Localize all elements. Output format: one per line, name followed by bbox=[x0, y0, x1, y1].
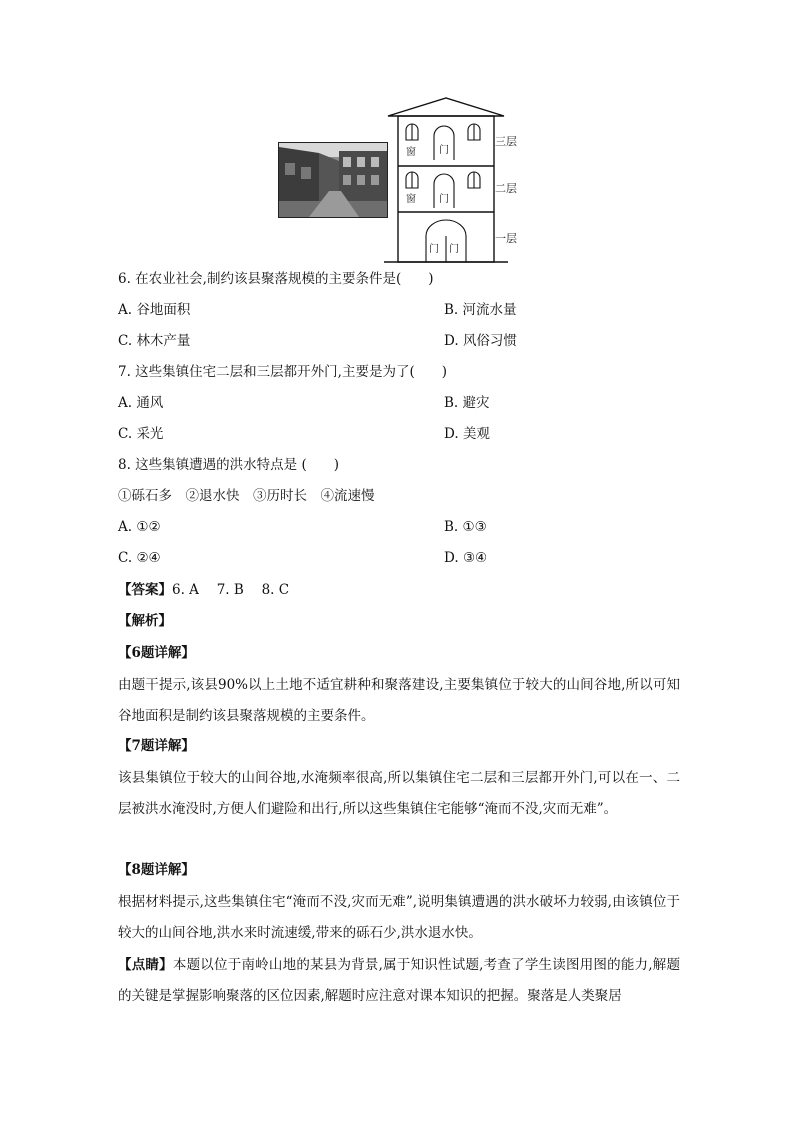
option-text: 林木产量 bbox=[136, 333, 191, 349]
q7-option-d[interactable] bbox=[444, 424, 490, 444]
window-label: 窗 bbox=[406, 147, 416, 158]
figure bbox=[0, 0, 794, 265]
detail-6-text: 由题干提示,该县90%以上土地不适宜耕种和聚落建设,主要集镇位于较大的山间谷地,所以可知谷地面积是制约该县聚落规模的主要条件。 bbox=[118, 677, 680, 724]
door-label: 门 bbox=[449, 244, 459, 255]
option-text: 谷地面积 bbox=[136, 302, 191, 318]
comment-text: 本题以位于南岭山地的某县为背景,属于知识性试题,考查了学生读图用图的能力,解题的关键是掌握影响聚落的区位因素,解题时应注意对课本知识的把握。聚落是人类聚居 bbox=[118, 957, 681, 1004]
door-label: 门 bbox=[439, 194, 449, 205]
answer-line bbox=[118, 580, 289, 600]
floor-label-3: 三层 bbox=[495, 135, 517, 148]
option-key: C. bbox=[118, 333, 133, 349]
q6-option-a[interactable] bbox=[118, 300, 190, 320]
option-text: ③④ bbox=[462, 550, 488, 566]
q6-option-c[interactable] bbox=[118, 331, 190, 351]
question-7-stem: 7. 这些集镇住宅二层和三层都开外门,主要是为了( ) bbox=[118, 364, 447, 380]
q8-option-a[interactable] bbox=[118, 517, 161, 537]
option-key: D. bbox=[444, 333, 459, 349]
option-key: A. bbox=[118, 395, 133, 411]
option-key: A. bbox=[118, 302, 133, 318]
answer-label: 【答案】 bbox=[118, 582, 172, 598]
detail-8-heading: 【8题详解】 bbox=[118, 862, 195, 878]
option-text: 美观 bbox=[462, 426, 490, 442]
option-key: B. bbox=[444, 302, 459, 318]
option-text: 采光 bbox=[136, 426, 164, 442]
option-text: ①② bbox=[136, 519, 161, 535]
q6-option-b[interactable] bbox=[444, 300, 517, 320]
q7-option-b[interactable] bbox=[444, 393, 490, 413]
q8-option-d[interactable] bbox=[444, 548, 487, 568]
q7-option-c[interactable] bbox=[118, 424, 163, 444]
q6-option-d[interactable] bbox=[444, 331, 517, 351]
analysis-heading: 【解析】 bbox=[118, 613, 172, 629]
comment-paragraph bbox=[118, 950, 680, 1012]
option-key: C. bbox=[118, 426, 133, 442]
floor-label-2: 二层 bbox=[495, 182, 517, 195]
option-key: D. bbox=[444, 426, 459, 442]
q8-option-c[interactable] bbox=[118, 548, 161, 568]
detail-8-text: 根据材料提示,这些集镇住宅“淹而不没,灾而无难”,说明集镇遭遇的洪水破坏力较弱,由该镇位于较大的山间谷地,洪水来时流速缓,带来的砾石少,洪水退水快。 bbox=[118, 894, 680, 941]
detail-6-heading: 【6题详解】 bbox=[118, 645, 195, 661]
q7-option-a[interactable] bbox=[118, 393, 163, 413]
floor-label-1: 一层 bbox=[495, 232, 517, 245]
option-key: A. bbox=[118, 519, 133, 535]
question-8-items: ①砾石多 ②退水快 ③历时长 ④流速慢 bbox=[118, 488, 375, 504]
question-6-stem: 6. 在农业社会,制约该县聚落规模的主要条件是( ) bbox=[118, 271, 434, 287]
detail-7-heading: 【7题详解】 bbox=[118, 738, 195, 754]
option-text: ②④ bbox=[136, 550, 161, 566]
option-text: 避灾 bbox=[462, 395, 490, 411]
street-photo bbox=[278, 142, 388, 218]
option-key: B. bbox=[444, 395, 459, 411]
window-label: 窗 bbox=[406, 194, 416, 205]
detail-7-text: 该县集镇位于较大的山间谷地,水淹频率很高,所以集镇住宅二层和三层都开外门,可以在一、二层被洪水淹没时,方便人们避险和出行,所以这些集镇住宅能够“淹而不没,灾而无难”。 bbox=[118, 770, 680, 817]
option-key: D. bbox=[444, 550, 459, 566]
answer-text: 6. A 7. B 8. C bbox=[172, 582, 290, 598]
option-key: B. bbox=[444, 519, 459, 535]
door-label: 门 bbox=[439, 145, 449, 156]
option-text: 河流水量 bbox=[462, 302, 517, 318]
option-text: 通风 bbox=[136, 395, 164, 411]
comment-label: 【点睛】 bbox=[118, 957, 173, 973]
q8-option-b[interactable] bbox=[444, 517, 487, 537]
door-label: 门 bbox=[429, 244, 439, 255]
option-text: ①③ bbox=[462, 519, 487, 535]
option-text: 风俗习惯 bbox=[462, 333, 517, 349]
question-8-stem: 8. 这些集镇遭遇的洪水特点是 ( ) bbox=[118, 457, 339, 473]
option-key: C. bbox=[118, 550, 133, 566]
